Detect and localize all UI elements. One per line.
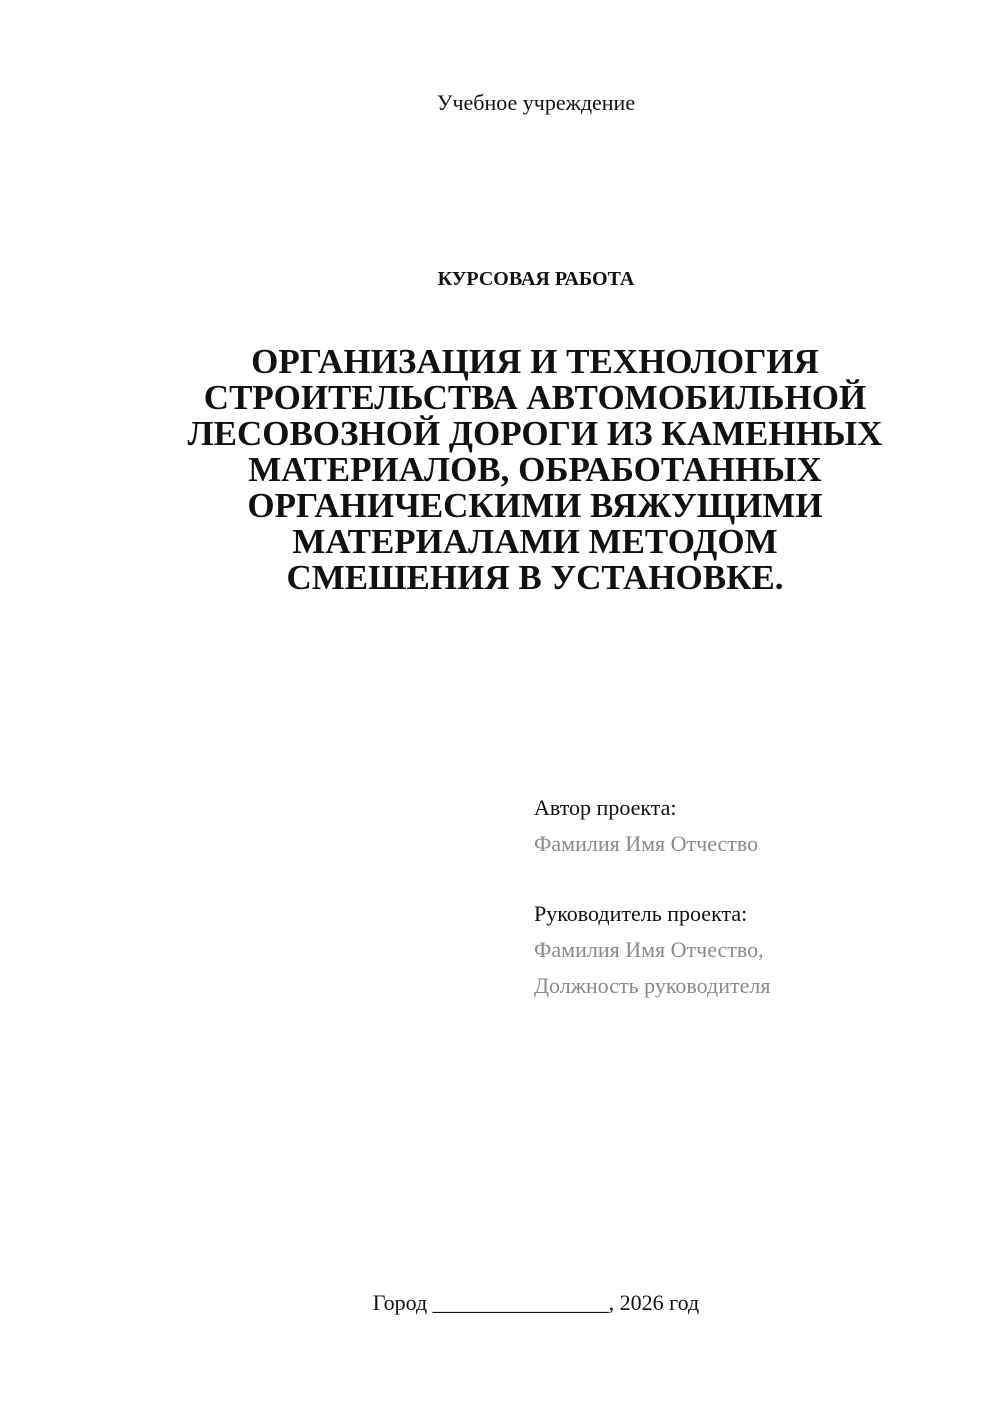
author-label: Автор проекта: xyxy=(534,795,677,820)
work-title-line: СМЕШЕНИЯ В УСТАНОВКЕ. xyxy=(286,558,784,597)
supervisor-label: Руководитель проекта: xyxy=(534,901,748,926)
work-title xyxy=(140,344,930,596)
work-title-line: СТРОИТЕЛЬСТВА АВТОМОБИЛЬНОЙ xyxy=(203,378,867,417)
city-year-line: Город ________________, 2026 год xyxy=(372,1290,700,1315)
supervisor-position: Должность руководителя xyxy=(534,973,771,998)
credits-spacer xyxy=(534,862,954,896)
work-title-line: ОРГАНИЧЕСКИМИ ВЯЖУЩИМИ xyxy=(247,486,823,525)
institution-name: Учебное учреждение xyxy=(436,90,636,115)
author-name: Фамилия Имя Отчество xyxy=(534,831,759,856)
work-title-line: ОРГАНИЗАЦИЯ И ТЕХНОЛОГИЯ xyxy=(251,342,819,381)
credits-block xyxy=(534,790,954,1004)
supervisor-name: Фамилия Имя Отчество, xyxy=(534,937,764,962)
work-title-line: МАТЕРИАЛАМИ МЕТОДОМ xyxy=(292,522,778,561)
work-title-line: МАТЕРИАЛОВ, ОБРАБОТАННЫХ xyxy=(248,450,822,489)
work-title-line: ЛЕСОВОЗНОЙ ДОРОГИ ИЗ КАМЕННЫХ xyxy=(187,414,883,453)
work-type: КУРСОВАЯ РАБОТА xyxy=(437,268,635,290)
